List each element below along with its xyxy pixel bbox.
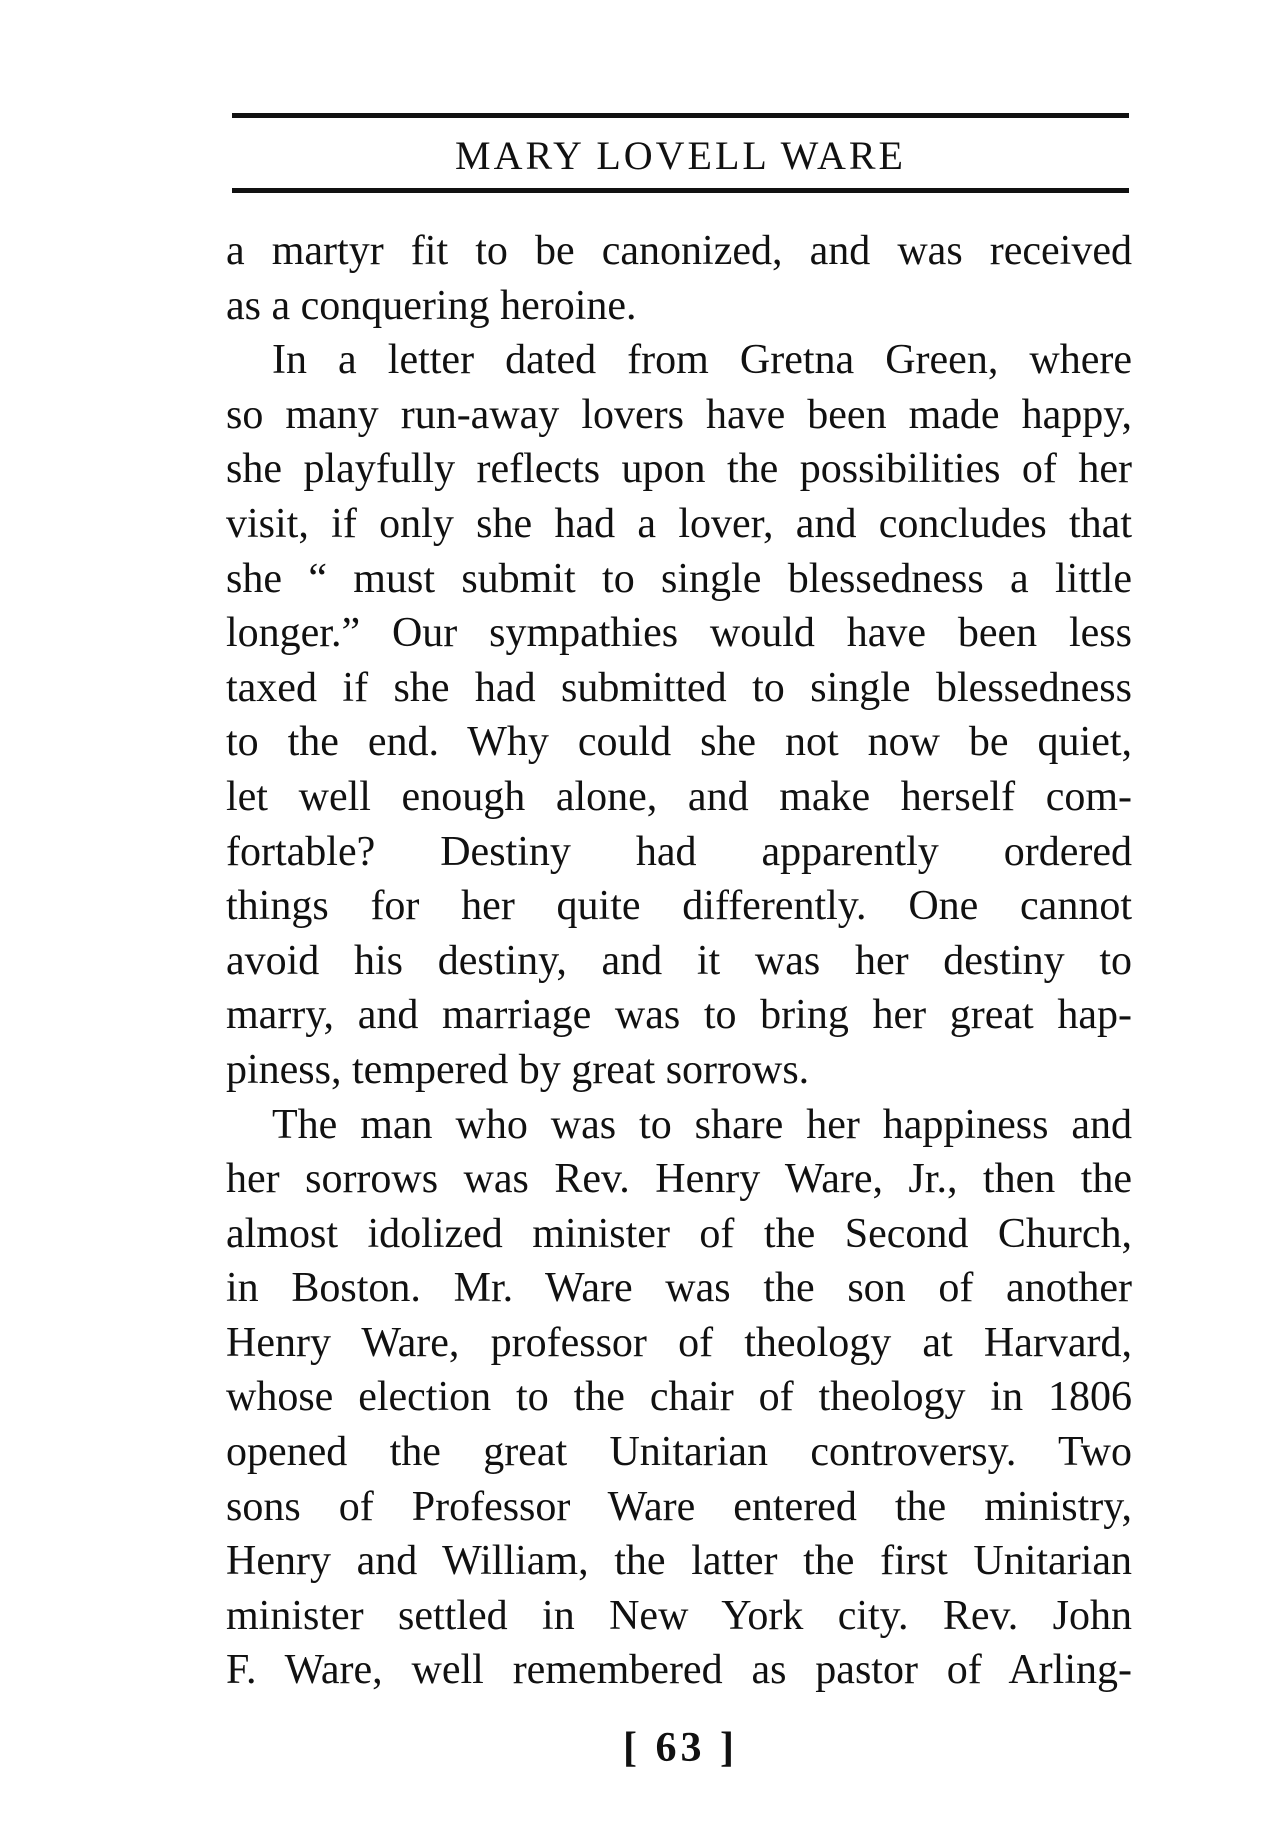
text-line: let well enough alone, and make herself com- [226,773,1132,820]
text-line: Henry Ware, professor of theology at Harvard, [226,1319,1132,1366]
text-line: whose election to the chair of theology in 1806 [226,1374,1132,1421]
text-line: to the end. Why could she not now be quiet, [226,719,1132,766]
text-line: visit, if only she had a lover, and concludes that [226,500,1132,547]
text-line: minister settled in New York city. Rev. John [226,1592,1132,1639]
text-line: as a conquering heroine. [226,282,637,329]
text-line: taxed if she had submitted to single blessedness [226,664,1132,711]
header-rule-bottom [232,188,1129,193]
text-line: so many run-away lovers have been made happy, [226,391,1132,438]
text-line: she “ must submit to single blessedness a little [226,555,1132,602]
text-line: opened the great Unitarian controversy. Two [226,1429,1132,1476]
text-line: sons of Professor Ware entered the ministry, [226,1483,1132,1530]
text-line: she playfully reflects upon the possibilities of her [226,446,1132,493]
text-line: The man who was to share her happiness and [272,1101,1132,1148]
text-line: in Boston. Mr. Ware was the son of another [226,1265,1132,1312]
text-line: piness, tempered by great sorrows. [226,1046,810,1093]
page-number: [ 63 ] [623,1725,738,1771]
text-line: things for her quite differently. One cannot [226,883,1132,930]
text-line: In a letter dated from Gretna Green, where [272,337,1132,384]
text-line: longer.” Our sympathies would have been less [226,610,1132,657]
text-line: Henry and William, the latter the first Unitarian [226,1538,1132,1585]
text-line: her sorrows was Rev. Henry Ware, Jr., then the [226,1156,1132,1203]
body-text [226,224,1132,1698]
text-line: almost idolized minister of the Second Church, [226,1210,1132,1257]
text-line: F. Ware, well remembered as pastor of Arling- [226,1647,1132,1694]
header-rule-top [232,113,1129,118]
running-title: MARY LOVELL WARE [455,133,906,178]
text-line: avoid his destiny, and it was her destiny to [226,937,1132,984]
text-line: fortable? Destiny had apparently ordered [226,828,1132,875]
text-line: a martyr fit to be canonized, and was received [226,228,1132,274]
text-line: marry, and marriage was to bring her great hap- [226,992,1132,1039]
